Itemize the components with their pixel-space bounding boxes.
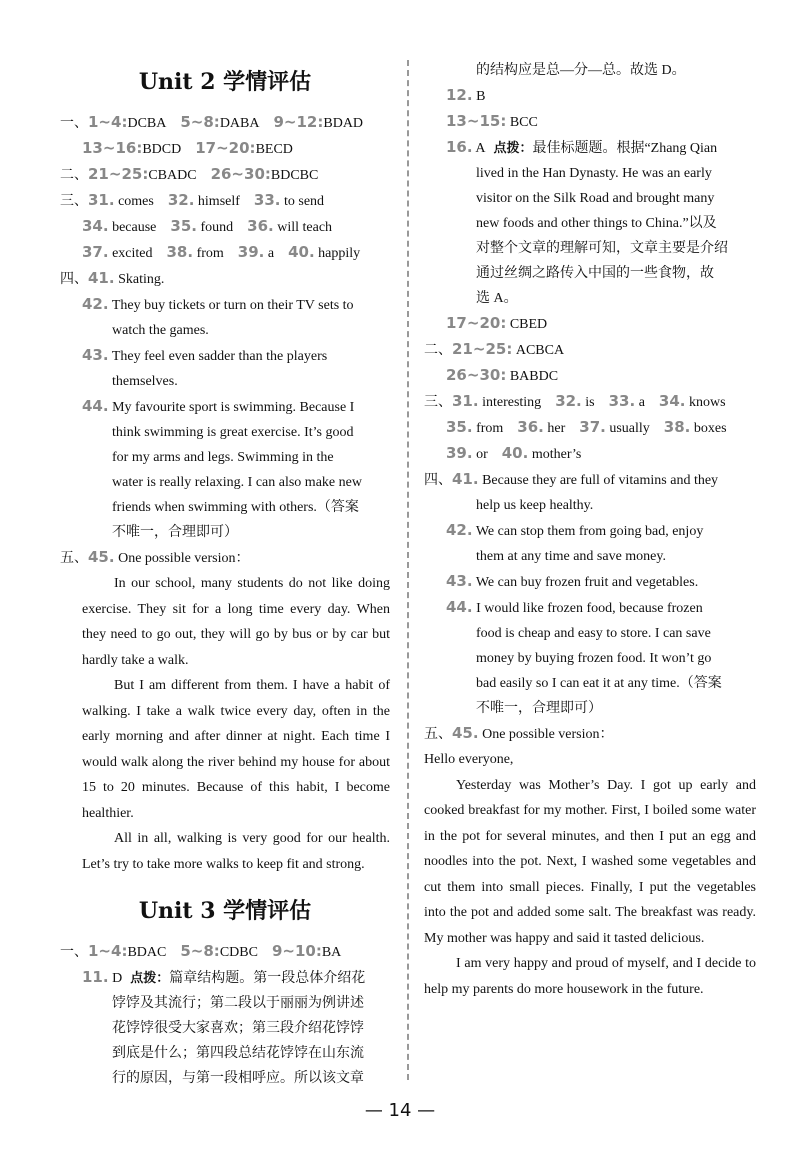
q-answer: boxes [693,421,727,436]
u3-q41-l2: help us keep healthy. [476,498,594,513]
q-answer: knows [688,395,726,410]
q-answer: BA [321,945,342,960]
section-mark: 五、 [424,726,452,742]
q-answer: interesting [482,395,542,410]
tip-text: 篇章结构题。第一段总体介绍花 [169,971,366,986]
q-answer: They buy tickets or turn on their TV sets to [111,298,354,313]
q-num: 5~8: [180,113,220,131]
section-mark: 三、 [60,193,88,209]
essay-greeting: Hello everyone, [424,752,514,767]
q-answer: is [585,395,595,410]
section-mark: 四、 [60,271,88,287]
q-answer: from [196,246,224,261]
q-num: 9~12: [273,113,324,131]
section-mark: 五、 [60,550,88,566]
q-num: 11. [82,968,109,986]
q-answer: A [475,141,486,156]
q-answer: CBED [509,317,548,332]
essay-paragraph: But I am different from them. I have a habit of walking. I take a walk twice every day, often in the early morning and after dinner at night. Each time I would walk along the river behind my house for about 15 to 20 minutes. Because of this habit, I become healthier. [82,678,390,821]
essay-paragraph: All in all, walking is very good for our health. Let’s try to take more walks to keep fit and strong. [82,831,390,872]
q-num: 33. [608,392,636,410]
q-answer: We can buy frozen fruit and vegetables. [475,575,699,590]
q-num: 36. [517,418,544,436]
u2-s3-line1 [60,188,390,214]
q-num: 17~20: [195,139,256,157]
q-num: 40. [501,444,529,462]
u2-q45-head [60,545,390,571]
q-num: 34. [658,392,686,410]
u2-q44-l5: friends when swimming with others.（答案 [112,500,359,515]
q-answer: They feel even sadder than the players [111,349,328,364]
u3-q16-l3: visitor on the Silk Road and brought many [476,191,715,206]
q-answer: excited [112,246,153,261]
u3-q44-l4: bad easily so I can eat it at any time.（答案 [476,676,722,691]
column-divider [407,60,409,1080]
q-answer: usually [609,421,650,436]
q-answer: CDBC [219,945,258,960]
q-num: 43. [82,346,109,364]
q-answer: BDAC [127,945,167,960]
unit2-title: Unit 2 学情评估 [138,69,312,95]
tip-label: 点拨： [130,971,170,986]
u3-q12 [424,83,756,109]
u3-s3-line1 [424,389,756,415]
q-answer: comes [118,194,154,209]
u3-q11-l6: 的结构应是总—分—总。故选 D。 [476,63,686,78]
q-answer: My favourite sport is swimming. Because I [112,400,355,415]
q-num: 39. [237,243,265,261]
u3-q43 [424,569,756,595]
u2-q42-l1 [60,292,390,318]
q-answer: BDAD [323,116,364,131]
q-num: 31. [88,191,115,209]
q-num: 42. [446,521,473,539]
q-answer: One possible version： [482,727,614,742]
u3-q11-l5: 行的原因，与第一段相呼应。所以该文章 [112,1071,364,1086]
section-mark: 二、 [424,342,452,358]
q-num: 37. [579,418,606,436]
q-answer: D [112,971,123,986]
u3-q44-l3: money by buying frozen food. It won’t go [476,651,712,666]
u2-s1-line1 [60,110,390,136]
q-num: 35. [170,217,197,235]
q-num: 32. [167,191,195,209]
q-num: 17~20: [446,314,507,332]
q-num: 39. [446,444,473,462]
u3-q42-l1 [424,518,756,544]
q-answer: One possible version： [118,551,250,566]
q-answer: DCBA [127,116,167,131]
u3-q41-l1 [424,467,756,493]
u3-essay [424,747,756,1002]
q-answer: CBADC [148,168,197,183]
section-mark: 一、 [60,115,88,131]
page-number: — 14 — [364,1100,436,1121]
q-num: 41. [88,269,115,287]
q-answer: or [476,447,488,462]
u2-essay [60,571,390,877]
u3-s1-line [60,939,390,965]
tip-text: 最佳标题题。根据“Zhang Qian [532,141,718,156]
q-num: 13~16: [82,139,143,157]
q-num: 33. [253,191,281,209]
u2-s3-line3 [60,240,390,266]
u2-q42-l2: watch the games. [112,323,209,338]
u2-s3-line2 [60,214,390,240]
u2-q43-l1 [60,343,390,369]
essay-paragraph: I am very happy and proud of myself, and I decide to help my parents do more housework in the future. [424,956,756,997]
q-answer: Skating. [118,272,165,287]
u3-q42-l2: them at any time and save money. [476,549,666,564]
q-num: 43. [446,572,473,590]
u3-q11-l4: 到底是什么；第四段总结花饽饽在山东流 [112,1046,364,1061]
q-num: 31. [452,392,479,410]
q-num: 38. [166,243,194,261]
q-num: 12. [446,86,473,104]
u2-s1-line2 [60,136,390,162]
u2-q44-l6: 不唯一，合理即可） [112,525,238,540]
u3-s2-line1 [424,337,756,363]
q-num: 36. [247,217,274,235]
q-answer: BECD [255,142,293,157]
q-num: 44. [82,397,109,415]
q-num: 45. [452,724,479,742]
q-answer: BCC [509,115,538,130]
q-answer: ACBCA [515,343,565,358]
q-num: 45. [88,548,115,566]
q-answer: mother’s [531,447,582,462]
q-answer: I would like frozen food, because frozen [476,601,703,616]
left-column [60,56,390,1091]
u2-q44-l4: water is really relaxing. I can also make new [112,475,362,490]
q-num: 35. [446,418,473,436]
u3-q16-l6: 通过丝绸之路传入中国的一些食物，故 [476,266,714,281]
q-num: 44. [446,598,473,616]
u3-q11-l2: 饽饽及其流行；第二段以于丽丽为例讲述 [112,996,364,1011]
q-answer: B [476,89,486,104]
section-mark: 三、 [424,394,452,410]
u3-q44-l2: food is cheap and easy to store. I can save [476,626,711,641]
u2-q44-l1 [60,394,390,420]
q-answer: a [267,246,275,261]
unit3-title: Unit 3 学情评估 [138,898,312,924]
essay-paragraph: Yesterday was Mother’s Day. I got up early and cooked breakfast for my mother. First, I boiled some water in the pot for several minutes, and then I put an egg and noodles into the pot. Next, I washed some vegetables and cut them into small pieces. Finally, I put the vegetables into the pot and added some salt. The breakfast was ready. My mother was happy and said it tasted delicious. [424,777,756,946]
q-answer: himself [197,194,240,209]
q-answer: will teach [277,220,333,235]
q-answer: found [200,220,234,235]
q-num: 26~30: [210,165,271,183]
q-num: 9~10: [271,942,322,960]
u3-q44-l5: 不唯一，合理即可） [476,701,602,716]
q-num: 34. [82,217,109,235]
u3-q13 [424,109,756,135]
u3-q16-l4: new foods and other things to China.”以及 [476,216,717,231]
u3-s3-line2 [424,415,756,441]
q-answer: DABA [219,116,260,131]
u3-s2-line2 [424,363,756,389]
q-num: 1~4: [88,113,128,131]
tip-label: 点拨： [493,141,533,156]
q-answer: her [547,421,566,436]
q-num: 41. [452,470,479,488]
q-answer: BDCBC [270,168,319,183]
q-answer: because [112,220,157,235]
q-num: 42. [82,295,109,313]
q-answer: BABDC [509,369,559,384]
q-answer: to send [284,194,325,209]
u3-q16-l2: lived in the Han Dynasty. He was an early [476,166,712,181]
u2-q44-l2: think swimming is great exercise. It’s good [112,425,354,440]
q-answer: a [638,395,645,410]
q-num: 16. [446,138,473,156]
q-answer: happily [318,246,361,261]
u2-q44-l3: for my arms and legs. Swimming in the [112,450,334,465]
q-num: 26~30: [446,366,507,384]
u3-q17 [424,311,756,337]
u3-q45-head [424,721,756,747]
q-num: 38. [663,418,691,436]
q-num: 21~25: [452,340,513,358]
u3-q11-l1 [60,965,390,991]
section-mark: 一、 [60,944,88,960]
u2-q43-l2: themselves. [112,374,178,389]
u3-q11-l3: 花饽饽很受大家喜欢；第三段介绍花饽饽 [112,1021,364,1036]
q-num: 21~25: [88,165,149,183]
right-column [424,58,756,1002]
q-answer: We can stop them from going bad, enjoy [475,524,704,539]
section-mark: 二、 [60,167,88,183]
u3-q16-l7: 选 A。 [476,291,518,306]
u3-q16-l5: 对整个文章的理解可知，文章主要是介绍 [476,241,728,256]
q-num: 1~4: [88,942,128,960]
u3-q44-l1 [424,595,756,621]
q-num: 5~8: [180,942,220,960]
q-answer: from [476,421,504,436]
q-answer: Because they are full of vitamins and they [482,473,719,488]
q-num: 32. [555,392,582,410]
q-num: 37. [82,243,109,261]
essay-paragraph: In our school, many students do not like doing exercise. They sit for a long time every day. When they need to go out, they will go by bus or by car but hardly take a walk. [82,576,390,668]
u3-q16-l1 [424,135,756,161]
section-mark: 四、 [424,472,452,488]
q-answer: BDCD [142,142,182,157]
u2-q41 [60,266,390,292]
u2-s2-line [60,162,390,188]
q-num: 40. [288,243,315,261]
u3-s3-line3 [424,441,756,467]
q-num: 13~15: [446,112,507,130]
